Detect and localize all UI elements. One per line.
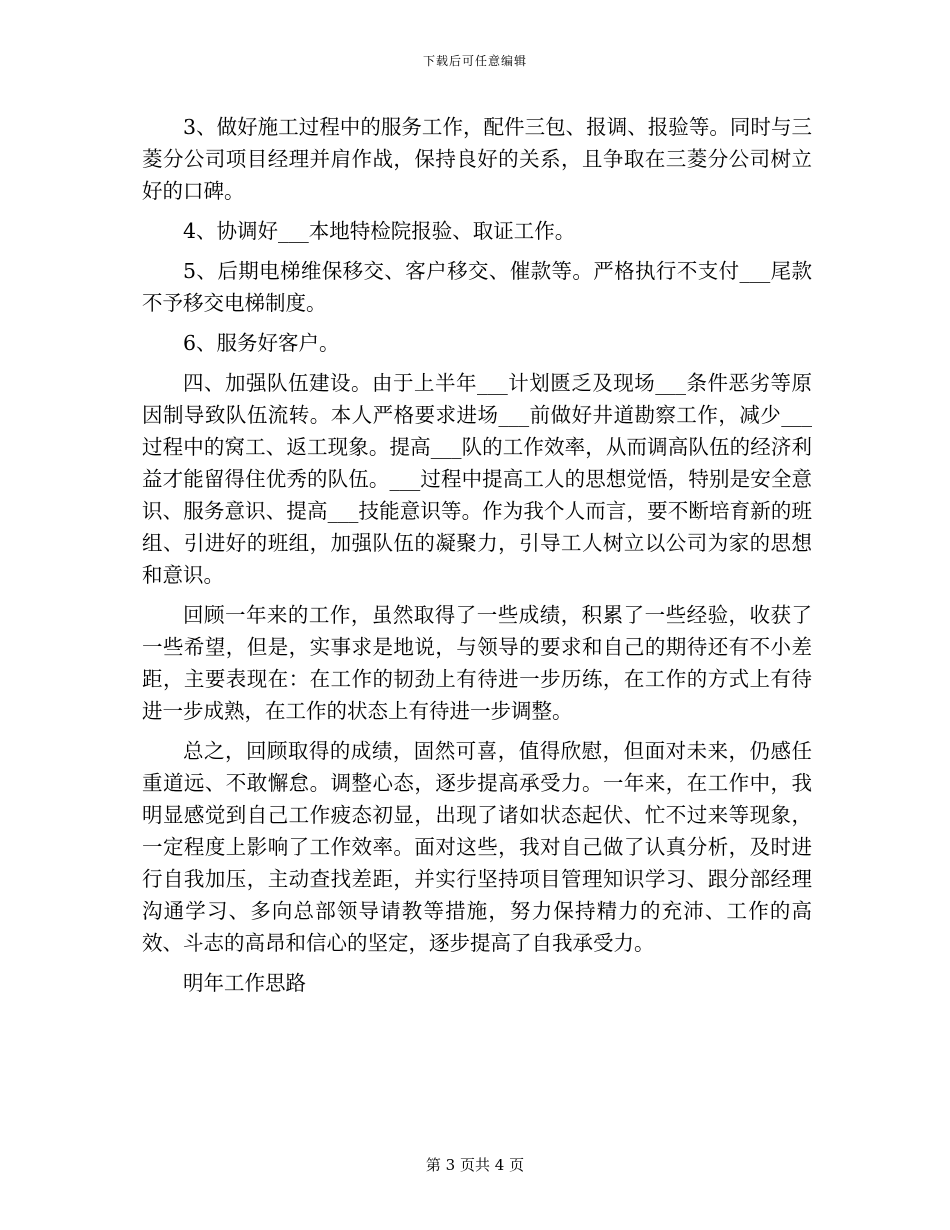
paragraph-summary: 总之，回顾取得的成绩，固然可喜，值得欣慰，但面对未来，仍感任重道远、不敢懈怠。调整心态，逐步提高承受力。一年来，在工作中，我明显感觉到自己工作疲态初显，出现了诸如状态起伏、忙不过来等现象，一定程度上影响了工作效率。面对这些，我对自己做了认真分析，及时进行自我加压，主动查找差距，并实行坚持项目管理知识学习、跟分部经理沟通学习、多向总部领导请教等措施，努力保持精力的充沛、工作的高效、斗志的高昂和信心的坚定，逐步提高了自我承受力。 <box>142 739 812 955</box>
section-heading-next-year: 明年工作思路 <box>183 971 306 995</box>
paragraph-item-3: 3、做好施工过程中的服务工作，配件三包、报调、报验等。同时与三菱分公司项目经理并肩作战，保持良好的关系，且争取在三菱分公司树立好的口碑。 <box>142 115 812 203</box>
paragraph-team-building: 四、加强队伍建设。由于上半年___计划匮乏及现场___条件恶劣等原因制导致队伍流转。本人严格要求进场___前做好井道勘察工作，减少___过程中的窝工、返工现象。提高___队的工作效率，从而调高队伍的经济利益才能留得住优秀的队伍。___过程中提高工人的思想觉悟，特别是安全意识、服务意识、提高___技能意识等。作为我个人而言，要不断培育新的班组、引进好的班组，加强队伍的凝聚力，引导工人树立以公司为家的思想和意识。 <box>142 371 812 587</box>
page-header: 下载后可任意编辑 <box>422 54 527 68</box>
paragraph-review: 回顾一年来的工作，虽然取得了一些成绩，积累了一些经验，收获了一些希望，但是，实事求是地说，与领导的要求和自己的期待还有不小差距，主要表现在：在工作的韧劲上有待进一步历练，在工作的方式上有待进一步成熟，在工作的状态上有待进一步调整。 <box>142 603 812 723</box>
paragraph-item-4: 4、协调好___本地特检院报验、取证工作。 <box>183 219 576 243</box>
paragraph-item-6: 6、服务好客户。 <box>183 331 340 355</box>
document-body <box>142 111 812 999</box>
page-footer: 第 3 页共 4 页 <box>425 1156 525 1174</box>
paragraph-item-5: 5、后期电梯维保移交、客户移交、催款等。严格执行不支付___尾款不予移交电梯制度。 <box>142 259 812 315</box>
